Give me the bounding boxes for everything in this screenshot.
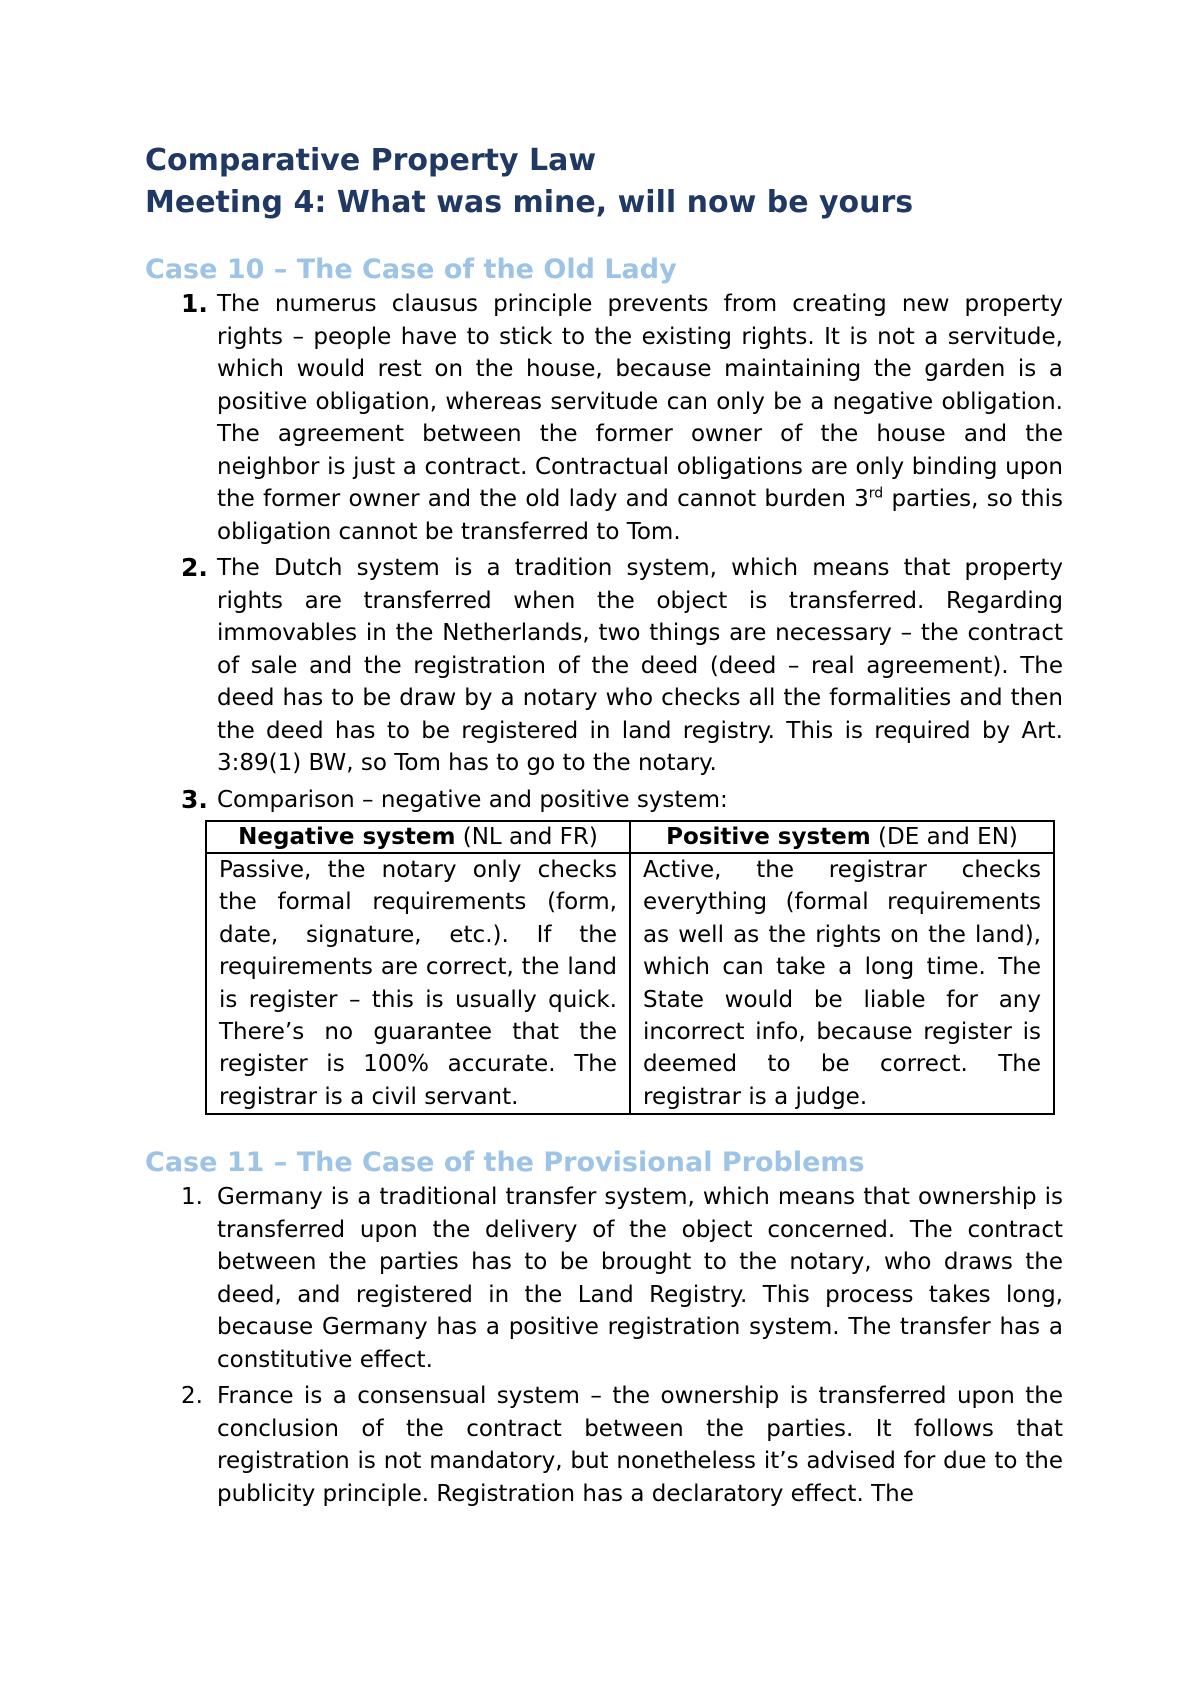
superscript: rd <box>868 485 884 502</box>
positive-system-cell: Active, the registrar checks everything (formal requirements as well as the rights on the land), which can take a long time. The State would be liable for any incorrect info, because register is deemed to be correct. The registrar is a judge. <box>630 853 1054 1114</box>
positive-system-countries: (DE and EN) <box>870 824 1018 850</box>
comparison-table <box>205 820 1055 1115</box>
list-item <box>145 552 1063 780</box>
item-number: 2. <box>181 1383 203 1410</box>
case-10-heading: Case 10 – The Case of the Old Lady <box>145 254 677 285</box>
negative-system-header <box>206 821 630 853</box>
negative-system-title: Negative system <box>238 824 456 850</box>
item-number: 1. <box>181 1184 203 1211</box>
item-text: Germany is a traditional transfer system, which means that ownership is transferred upon the delivery of the object concerned. The contract between the parties has to be brought to the notary, who draws the deed, and registered in the Land Registry. This process takes long, because Germany has a positive registration system. The transfer has a constitutive effect. <box>217 1184 1063 1373</box>
case-11-list <box>145 1181 1063 1510</box>
item-text-continued: parties, so this obligation cannot be transferred to Tom. <box>217 486 1063 545</box>
item-number: 2. <box>181 553 208 582</box>
item-number: 1. <box>181 289 208 318</box>
list-item <box>145 288 1063 548</box>
case-10-list <box>145 288 1063 816</box>
positive-system-header <box>630 821 1054 853</box>
item-text: France is a consensual system – the ownership is transferred upon the conclusion of the contract between the parties. It follows that registration is not mandatory, but nonetheless it’s advised for due to the publicity principle. Registration has a declaratory effect. The <box>217 1383 1063 1507</box>
item-text: The Dutch system is a tradition system, which means that property rights are transferred when the object is transferred. Regarding immovables in the Netherlands, two things are necessary – the contract of sale and the registration of the deed (deed – real agreement). The deed has to be draw by a notary who checks all the formalities and then the deed has to be registered in land registry. This is required by Art. 3:89(1) BW, so Tom has to go to the notary. <box>217 555 1063 776</box>
document-page <box>145 140 1063 1514</box>
item-text: The numerus clausus principle prevents from creating new property rights – people have to stick to the existing rights. It is not a servitude, which would rest on the house, because maintaining the garden is a positive obligation, whereas servitude can only be a negative obligation. The agreement between the former owner of the house and the neighbor is just a contract. Contractual obligations are only binding upon the former owner and the old lady and cannot burden 3 <box>217 291 1063 512</box>
list-item <box>145 1380 1063 1510</box>
table-row <box>206 853 1054 1114</box>
item-number: 3. <box>181 784 208 814</box>
document-title <box>145 140 1063 224</box>
list-item <box>145 784 1063 817</box>
list-item <box>145 1181 1063 1376</box>
table-header-row <box>206 821 1054 853</box>
case-11-heading: Case 11 – The Case of the Provisional Problems <box>145 1147 865 1179</box>
title-line-1: Comparative Property Law <box>145 143 597 178</box>
positive-system-title: Positive system <box>666 824 871 850</box>
negative-system-cell: Passive, the notary only checks the formal requirements (form, date, signature, etc.). If the requirements are correct, the land is register – this is usually quick. There’s no guarantee that the register is 100% accurate. The registrar is a civil servant. <box>206 853 630 1114</box>
title-line-2: Meeting 4: What was mine, will now be yours <box>145 185 914 220</box>
negative-system-countries: (NL and FR) <box>455 824 598 850</box>
item-text: Comparison – negative and positive system: <box>217 786 728 813</box>
